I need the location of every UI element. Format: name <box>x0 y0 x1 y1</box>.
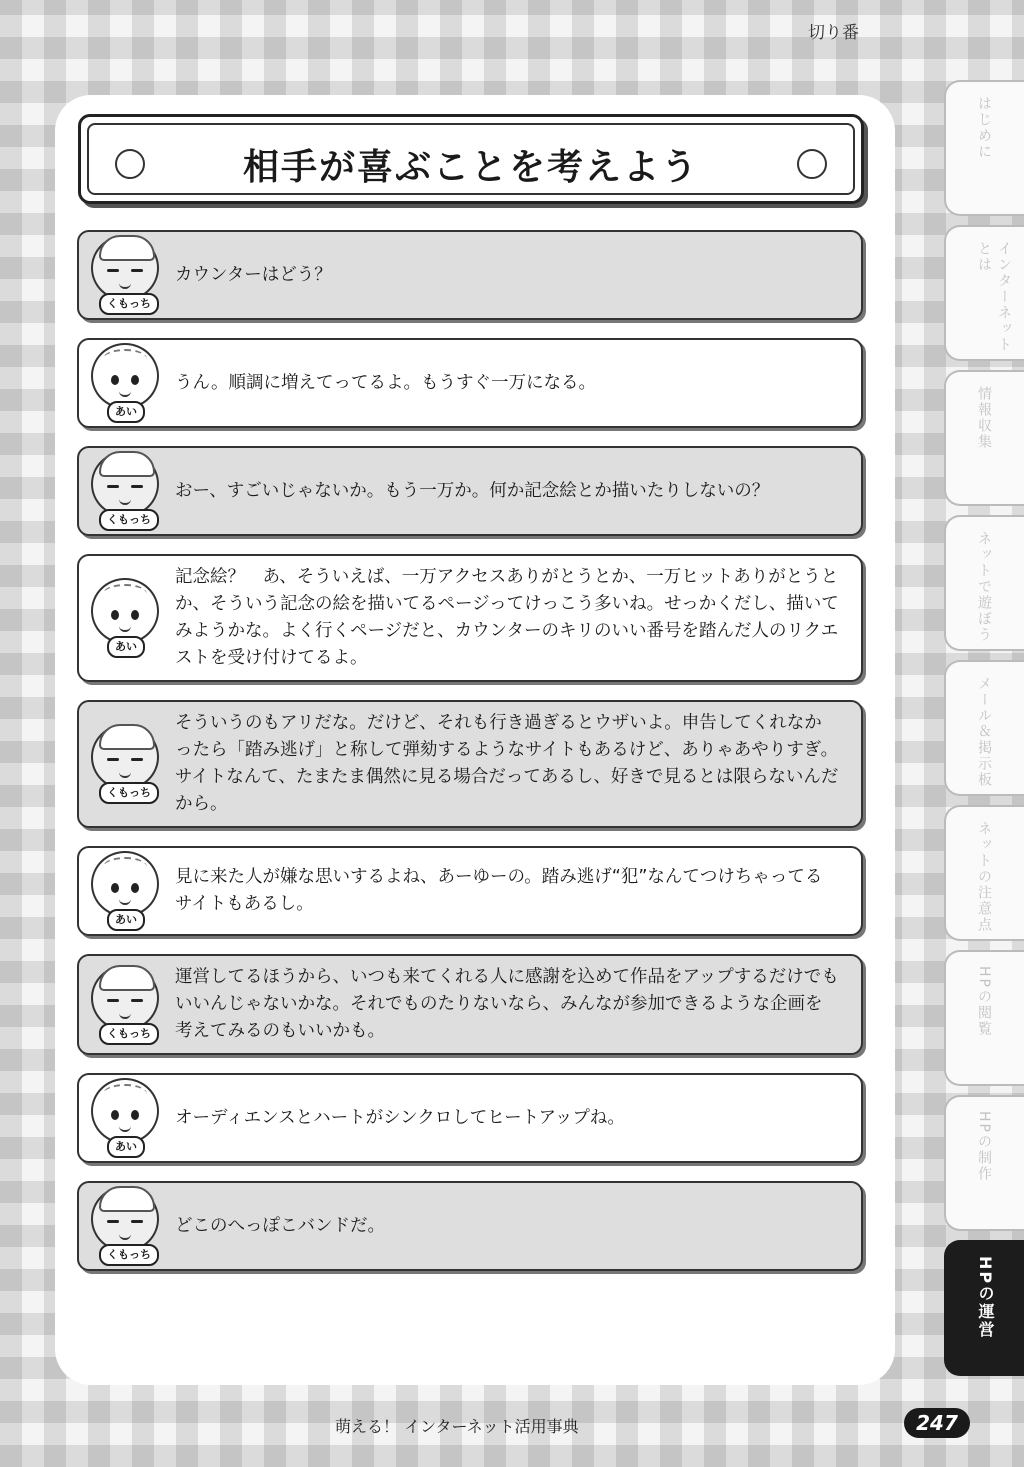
index-tab-9[interactable] <box>944 1240 1024 1376</box>
face-icon <box>91 578 159 644</box>
speaker-name-badge: あい <box>107 1136 145 1158</box>
eye-icon <box>131 1220 143 1223</box>
mouth-icon <box>119 1013 131 1019</box>
face-icon <box>91 724 159 790</box>
dialogue-text: おー、すごいじゃないか。もう一万か。何か記念絵とか描いたりしないの？ <box>175 480 770 501</box>
dialogue-text: カウンターはどう？ <box>175 264 332 285</box>
dialogue-text: 見に来た人が嫌な思いするよね、あーゆーの。踏み逃げ“犯”なんてつけちゃってるサイトもあるし。 <box>175 867 823 914</box>
eye-icon <box>111 375 119 385</box>
speech-bubble-kumo <box>77 700 863 828</box>
dialogue-text: どこのへっぽこバンドだ。 <box>175 1215 385 1236</box>
ai-avatar-icon <box>85 1078 163 1158</box>
hair-icon <box>103 349 147 369</box>
footer-book-title: 萌える！ インターネット活用事典 <box>335 1417 579 1436</box>
dialogue-text: 記念絵？ あ、そういえば、一万アクセスありがとうとか、一万ヒットありがとうとか、そういう記念の絵を描いてるページってけっこう多いね。せっかくだし、描いてみようかな。よく行くページだと、カウンターのキリのいい番号を踏んだ人のリクエストを受け付けてるよ。 <box>175 567 839 668</box>
face-icon <box>91 343 159 409</box>
kumocchi-avatar-icon <box>85 235 163 315</box>
section-header-label: 切り番 <box>808 23 859 43</box>
ai-avatar-icon <box>85 851 163 931</box>
index-tab-label: ネットの注意点 <box>976 821 992 933</box>
ai-avatar-icon <box>85 578 163 658</box>
kumocchi-avatar-icon <box>85 724 163 804</box>
index-tab-label: メール＆掲示板 <box>976 676 992 788</box>
dialogue-text: うん。順調に増えてってるよ。もうすぐ一万になる。 <box>175 372 597 393</box>
kumocchi-avatar-icon <box>85 451 163 531</box>
eye-icon <box>107 485 119 488</box>
speaker-name-badge: くもっち <box>99 509 159 531</box>
title-inner-frame <box>87 123 855 195</box>
index-tab-label: HPの閲覧 <box>976 966 992 1037</box>
speech-bubble-ai <box>77 846 863 936</box>
face-icon <box>91 1186 159 1252</box>
speaker-name-badge: あい <box>107 401 145 423</box>
eye-icon <box>107 269 119 272</box>
speaker-name-badge: くもっち <box>99 782 159 804</box>
speech-bubble-ai <box>77 554 863 682</box>
dialogue-text: 運営してるほうから、いつも来てくれる人に感謝を込めて作品をアップするだけでもいいんじゃないかな。それでものたりないなら、みんなが参加できるような企画を考えてみるのもいいかも。 <box>175 967 839 1041</box>
speaker-name-badge: あい <box>107 636 145 658</box>
eye-icon <box>131 1110 139 1120</box>
index-tab-3[interactable] <box>944 370 1024 506</box>
mouth-icon <box>119 283 131 289</box>
eye-icon <box>131 758 143 761</box>
index-tab-5[interactable] <box>944 660 1024 796</box>
speaker-name-badge: あい <box>107 909 145 931</box>
mouth-icon <box>119 626 131 632</box>
face-icon <box>91 235 159 301</box>
dialogue-text: オーディエンスとハートがシンクロしてヒートアップね。 <box>175 1107 625 1128</box>
mouth-icon <box>119 899 131 905</box>
hat-icon <box>99 724 155 750</box>
hat-icon <box>99 965 155 991</box>
eye-icon <box>111 1110 119 1120</box>
eye-icon <box>131 269 143 272</box>
dialogue-list <box>77 230 863 1289</box>
eye-icon <box>131 485 143 488</box>
hat-icon <box>99 235 155 261</box>
hat-icon <box>99 451 155 477</box>
index-tab-8[interactable] <box>944 1095 1024 1231</box>
eye-icon <box>111 883 119 893</box>
title-box <box>78 114 864 204</box>
dialogue-text: そういうのもアリだな。だけど、それも行き過ぎるとウザいよ。申告してくれなかったら「踏み逃げ」と称して弾劾するようなサイトもあるけど、ありゃあやりすぎ。サイトなんて、たまたま偶然に見る場合だってあるし、好きで見るとは限らないんだから。 <box>175 713 839 814</box>
eye-icon <box>131 999 143 1002</box>
mouth-icon <box>119 391 131 397</box>
speech-bubble-ai <box>77 1073 863 1163</box>
speaker-name-badge: くもっち <box>99 293 159 315</box>
hair-icon <box>103 857 147 877</box>
mouth-icon <box>119 772 131 778</box>
speech-bubble-kumo <box>77 446 863 536</box>
speech-bubble-kumo <box>77 954 863 1055</box>
speech-bubble-ai <box>77 338 863 428</box>
mouth-icon <box>119 1126 131 1132</box>
eye-icon <box>131 610 139 620</box>
eye-icon <box>107 999 119 1002</box>
index-tab-label: インターネットとは <box>976 241 1012 353</box>
index-tab-label: はじめに <box>976 96 992 160</box>
face-icon <box>91 851 159 917</box>
index-tab-1[interactable] <box>944 80 1024 216</box>
eye-icon <box>107 1220 119 1223</box>
index-tab-label: 情報収集 <box>976 386 992 450</box>
index-tab-2[interactable] <box>944 225 1024 361</box>
page-title: 相手が喜ぶことを考えよう <box>242 147 699 188</box>
hat-icon <box>99 1186 155 1212</box>
eye-icon <box>107 758 119 761</box>
speaker-name-badge: くもっち <box>99 1244 159 1266</box>
mouth-icon <box>119 499 131 505</box>
index-tab-label: HPの制作 <box>976 1111 992 1182</box>
index-tab-label: ネットで遊ぼう <box>976 531 992 643</box>
face-icon <box>91 451 159 517</box>
hair-icon <box>103 1084 147 1104</box>
kumocchi-avatar-icon <box>85 965 163 1045</box>
eye-icon <box>131 375 139 385</box>
ai-avatar-icon <box>85 343 163 423</box>
index-tab-4[interactable] <box>944 515 1024 651</box>
speech-bubble-kumo <box>77 1181 863 1271</box>
speech-bubble-kumo <box>77 230 863 320</box>
face-icon <box>91 965 159 1031</box>
page-number-badge: 247 <box>904 1408 970 1438</box>
index-tab-6[interactable] <box>944 805 1024 941</box>
hair-icon <box>103 584 147 604</box>
eye-icon <box>131 883 139 893</box>
index-tab-7[interactable] <box>944 950 1024 1086</box>
kumocchi-avatar-icon <box>85 1186 163 1266</box>
face-icon <box>91 1078 159 1144</box>
speaker-name-badge: くもっち <box>99 1023 159 1045</box>
index-tab-label: HPの運営 <box>976 1256 995 1340</box>
eye-icon <box>111 610 119 620</box>
mouth-icon <box>119 1234 131 1240</box>
